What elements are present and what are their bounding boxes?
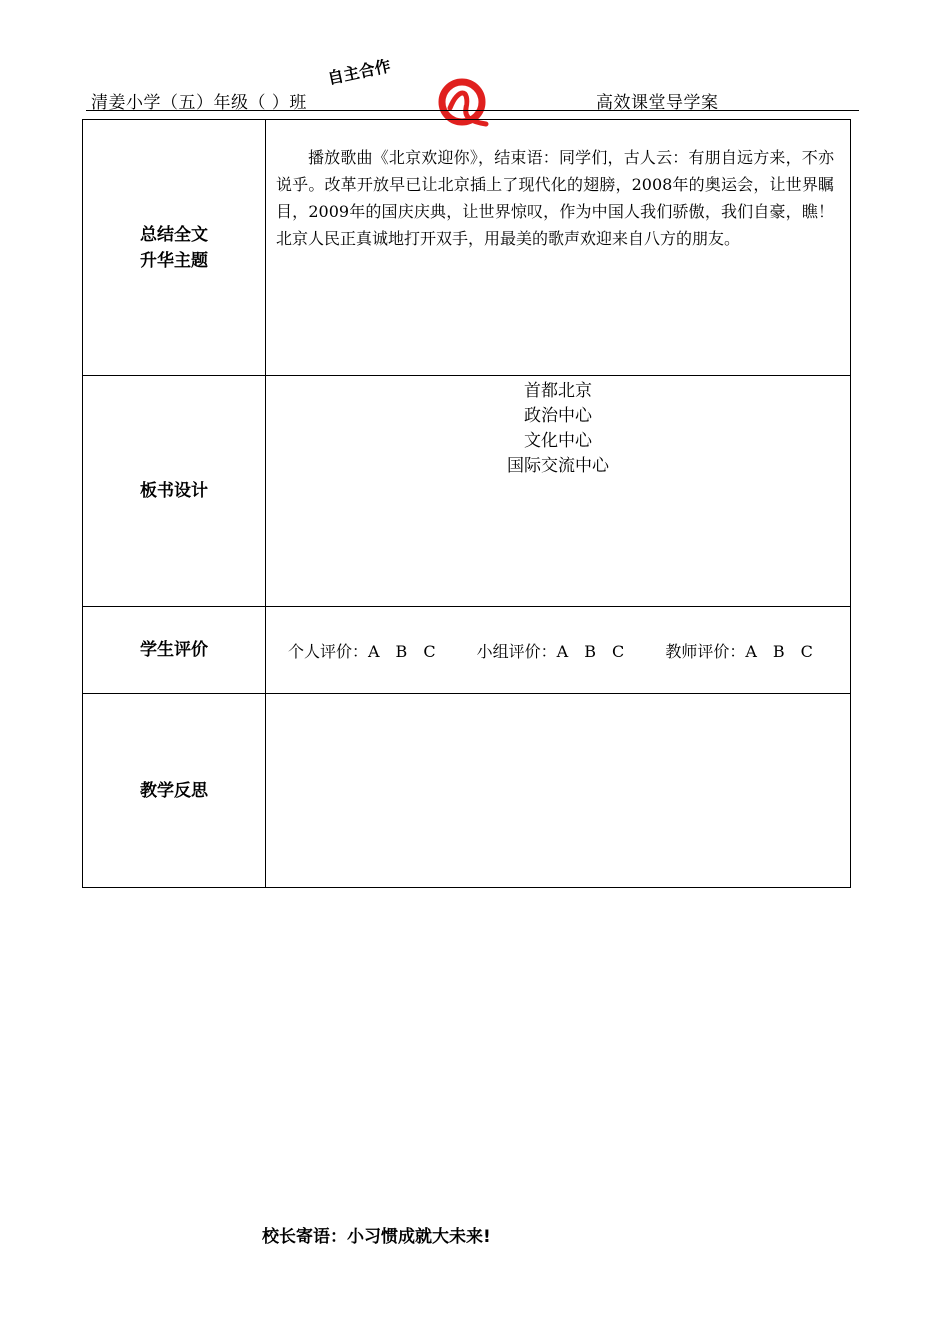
evaluation-label: 学生评价 (83, 607, 266, 694)
header-slogan: 自主合作 (325, 56, 393, 89)
reflection-label: 教学反思 (83, 694, 266, 888)
board-row (83, 376, 851, 607)
group-evaluation: 小组评价：A B C (476, 641, 625, 661)
evaluation-cell (266, 607, 851, 694)
summary-cell (266, 120, 851, 376)
board-cell (266, 376, 851, 607)
principal-message: 校长寄语：小习惯成就大未来! (262, 1227, 491, 1247)
evaluation-row (83, 607, 851, 694)
summary-label-line1: 总结全文 (140, 224, 208, 245)
board-line-2: 政治中心 (524, 406, 592, 426)
summary-label-line2: 升华主题 (140, 250, 208, 271)
header-right-title: 高效课堂导学案 (596, 93, 719, 113)
lesson-plan-table (82, 119, 851, 888)
reflection-row (83, 694, 851, 888)
summary-label (83, 120, 266, 376)
summary-row (83, 120, 851, 376)
board-label: 板书设计 (83, 376, 266, 607)
teacher-evaluation: 教师评价：A B C (665, 641, 813, 661)
header-left-title: 清姜小学（五）年级（ ）班 (91, 93, 307, 113)
personal-evaluation: 个人评价：A B C (288, 641, 436, 661)
board-line-1: 首都北京 (524, 381, 592, 401)
board-line-3: 文化中心 (524, 431, 592, 451)
board-lines (266, 376, 850, 479)
reflection-cell (266, 694, 851, 888)
board-line-4: 国际交流中心 (507, 456, 609, 476)
header-divider (86, 110, 859, 111)
summary-text: 播放歌曲《北京欢迎你》，结束语：同学们，古人云：有朋自远方来，不亦说乎。改革开放早已让北京插上了现代化的翅膀，2008年的奥运会，让世界瞩目，2009年的国庆庆典，让世界惊叹，作为中国人我们骄傲，我们自豪，瞧！北京人民正真诚地打开双手，用最美的歌声欢迎来自八方的朋友。 (276, 148, 834, 248)
